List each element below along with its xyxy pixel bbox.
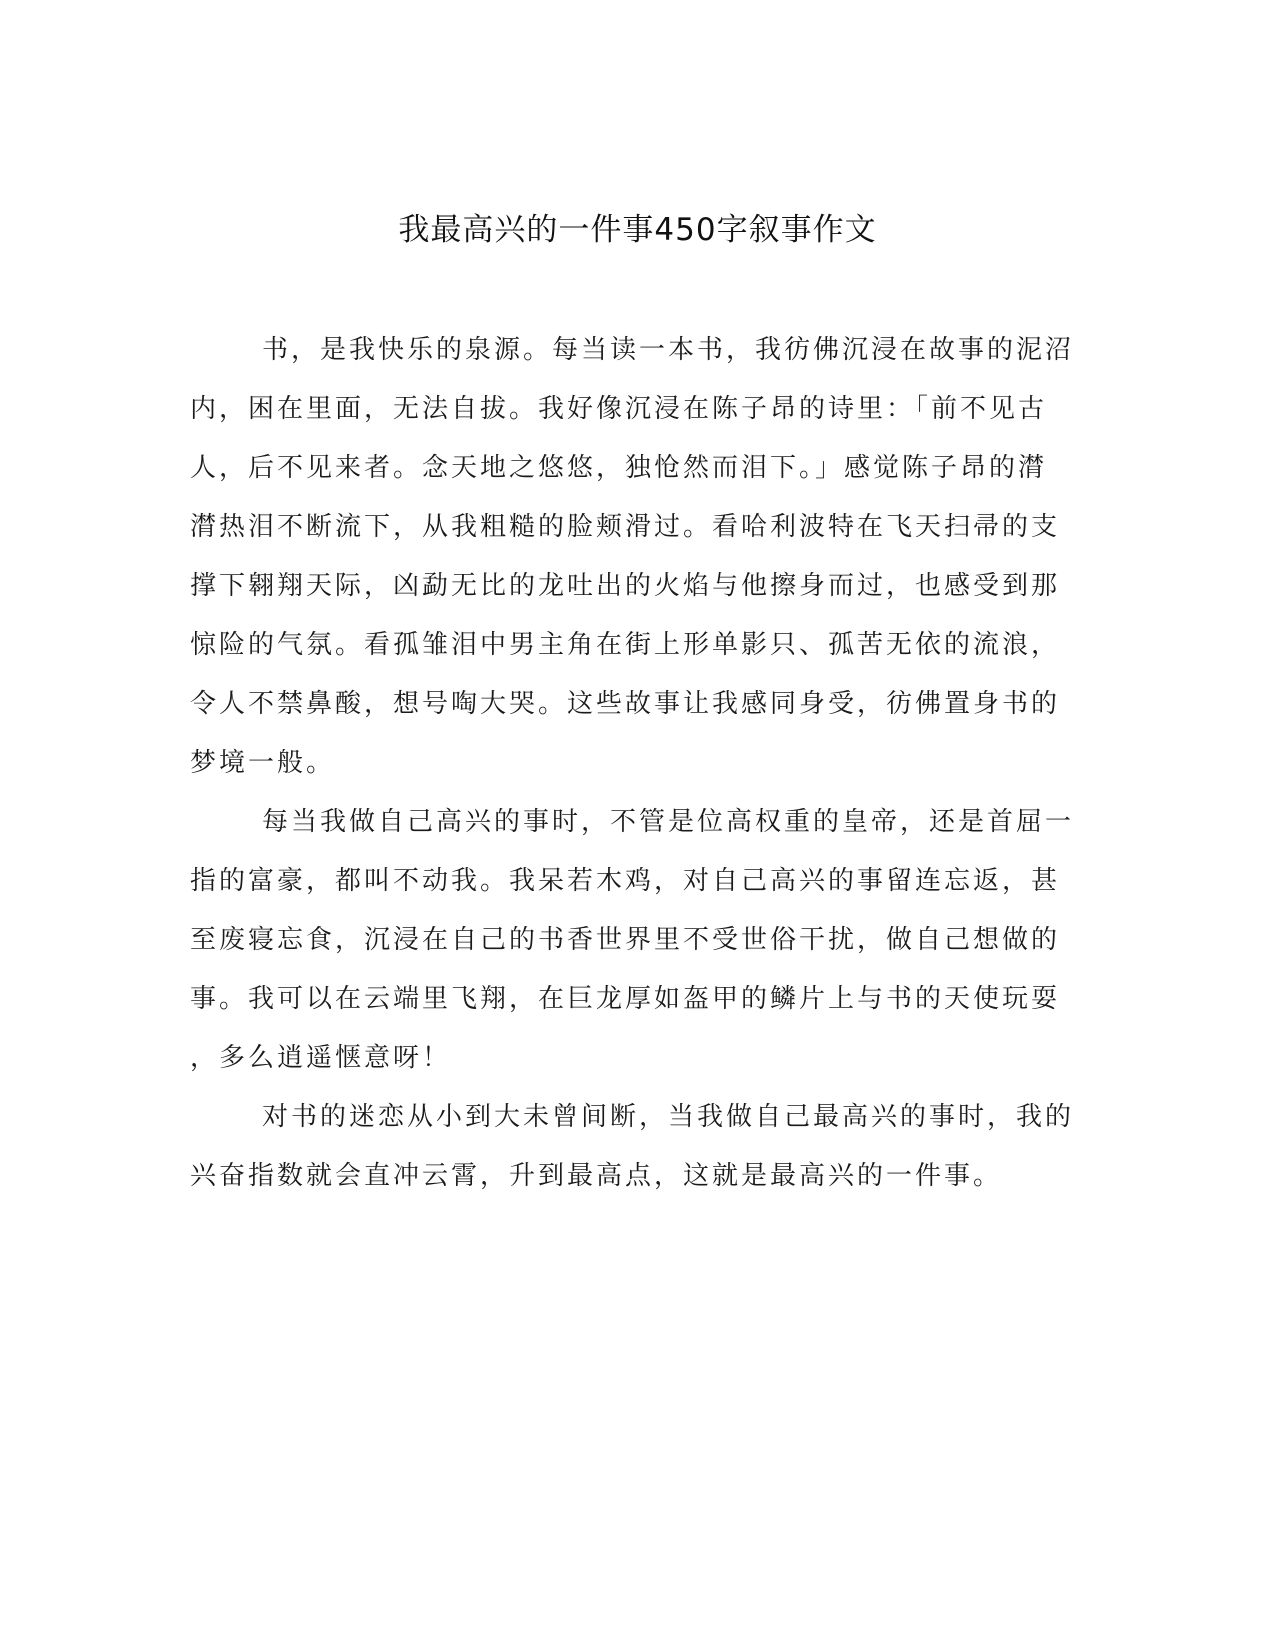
essay-line: 指的富豪，都叫不动我。我呆若木鸡，对自己高兴的事留连忘返，甚 [190,866,1061,896]
essay-line: 对书的迷恋从小到大未曾间断，当我做自己最高兴的事时，我的 [262,1102,1075,1132]
essay-line: 事。我可以在云端里飞翔，在巨龙厚如盔甲的鳞片上与书的天使玩耍 [190,984,1061,1014]
essay-line: 人，后不见来者。念天地之悠悠，独怆然而泪下。」感觉陈子昂的潸 [190,453,1048,483]
essay-line: 兴奋指数就会直冲云霄，升到最高点，这就是最高兴的一件事。 [190,1161,1003,1191]
essay-line: 书，是我快乐的泉源。每当读一本书，我彷佛沉浸在故事的泥沼 [262,335,1075,365]
document-title: 我最高兴的一件事450字叙事作文 [398,212,877,248]
essay-line: 至废寝忘食，沉浸在自己的书香世界里不受世俗干扰，做自己想做的 [190,925,1061,955]
essay-line: 内，困在里面，无法自拔。我好像沉浸在陈子昂的诗里：「前不见古 [190,394,1048,424]
essay-line: 梦境一般。 [190,748,336,778]
essay-line: 令人不禁鼻酸，想号啕大哭。这些故事让我感同身受，彷佛置身书的 [190,689,1061,719]
essay-line: 潸热泪不断流下，从我粗糙的脸颊滑过。看哈利波特在飞天扫帚的支 [190,512,1061,542]
essay-line: ，多么逍遥惬意呀！ [190,1043,452,1073]
essay-line: 撑下翱翔天际，凶勐无比的龙吐出的火焰与他擦身而过，也感受到那 [190,571,1061,601]
essay-line: 每当我做自己高兴的事时，不管是位高权重的皇帝，还是首屈一 [262,807,1075,837]
essay-line: 惊险的气氛。看孤雏泪中男主角在街上形单影只、孤苦无依的流浪， [190,630,1061,660]
